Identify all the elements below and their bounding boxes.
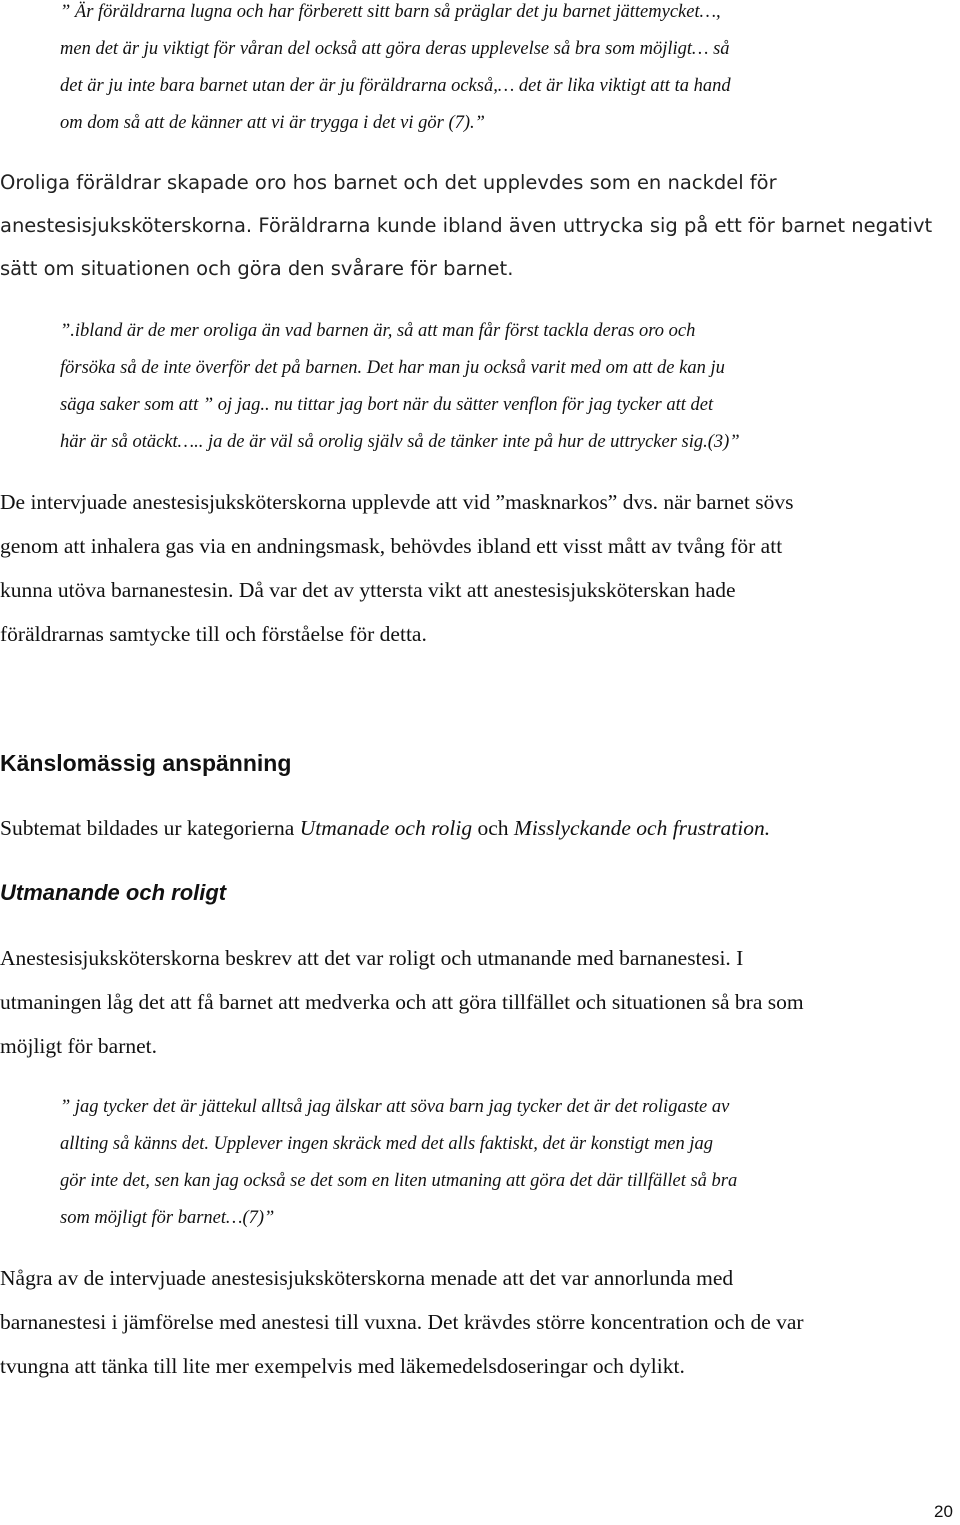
section-intro [0,806,958,850]
quote-block-3: ” jag tycker det är jättekul alltså jag älskar att söva barn jag tycker det är det roligaste av allting så känns det. Upplever ingen skräck med det alls faktiskt, det är konstigt men jag gör inte det, sen kan jag också se det som en liten utmaning att göra det där tillfället så bra som möjligt för barnet…(7)” [60,1097,738,1228]
quote-block-1: ” Är föräldrarna lugna och har förberett sitt barn så präglar det ju barnet jättemycket…, men det är ju viktigt för våran del också att göra deras upplevelse så bra som möjligt… så det är ju inte bara barnet utan der är ju föräldrarna också,… det är lika viktigt att ta hand om dom så att de känner att vi är trygga i det vi gör (7).” [60,2,731,133]
page-number: 20 [934,1502,953,1521]
quote-block-2: ”.ibland är de mer oroliga än vad barnen är, så att man får först tackla deras oro och försöka så de inte överför det på barnen. Det har man ju också varit med om att de kan ju säga saker som att ” oj jag.. nu tittar jag bort när du sätter venflon för jag tycker att det här är så otäckt….. ja de är väl så orolig själv så de tänker inte på hur de uttrycker sig.(3)” [60,321,740,452]
paragraph-1: Oroliga föräldrar skapade oro hos barnet och det upplevdes som en nackdel för anestesisjuksköterskorna. Föräldrarna kunde ibland även uttrycka sig på ett för barnet negativt sätt om situationen och göra den svårare för barnet. [0,171,933,280]
intro-middle: och [472,816,514,840]
paragraph-2: De intervjuade anestesisjuksköterskorna upplevde att vid ”masknarkos” dvs. när barnet sövs genom att inhalera gas via en andningsmask, behövdes ibland ett visst mått av tvång för att kunna utöva barnanestesin. Då var det av yttersta vikt att anestesisjuksköterskan hade föräldrarnas samtycke till och förståelse för detta. [0,490,794,646]
intro-prefix: Subtemat bildades ur kategorierna [0,816,300,840]
category-name-1: Utmanade och rolig [299,816,473,840]
section-heading: Känslomässig anspänning [0,750,292,776]
category-name-2: Misslyckande och frustration. [513,816,771,840]
paragraph-3: Anestesisjuksköterskorna beskrev att det var roligt och utmanande med barnanestesi. I utmaningen låg det att få barnet att medverka och att göra tillfället och situationen så bra som möjligt för barnet. [0,946,804,1058]
paragraph-4: Några av de intervjuade anestesisjuksköterskorna menade att det var annorlunda med barnanestesi i jämförelse med anestesi till vuxna. Det krävdes större koncentration och de var tvungna att tänka till lite mer exempelvis med läkemedelsdoseringar och dylikt. [0,1266,804,1378]
subsection-heading: Utmanande och roligt [0,880,227,905]
